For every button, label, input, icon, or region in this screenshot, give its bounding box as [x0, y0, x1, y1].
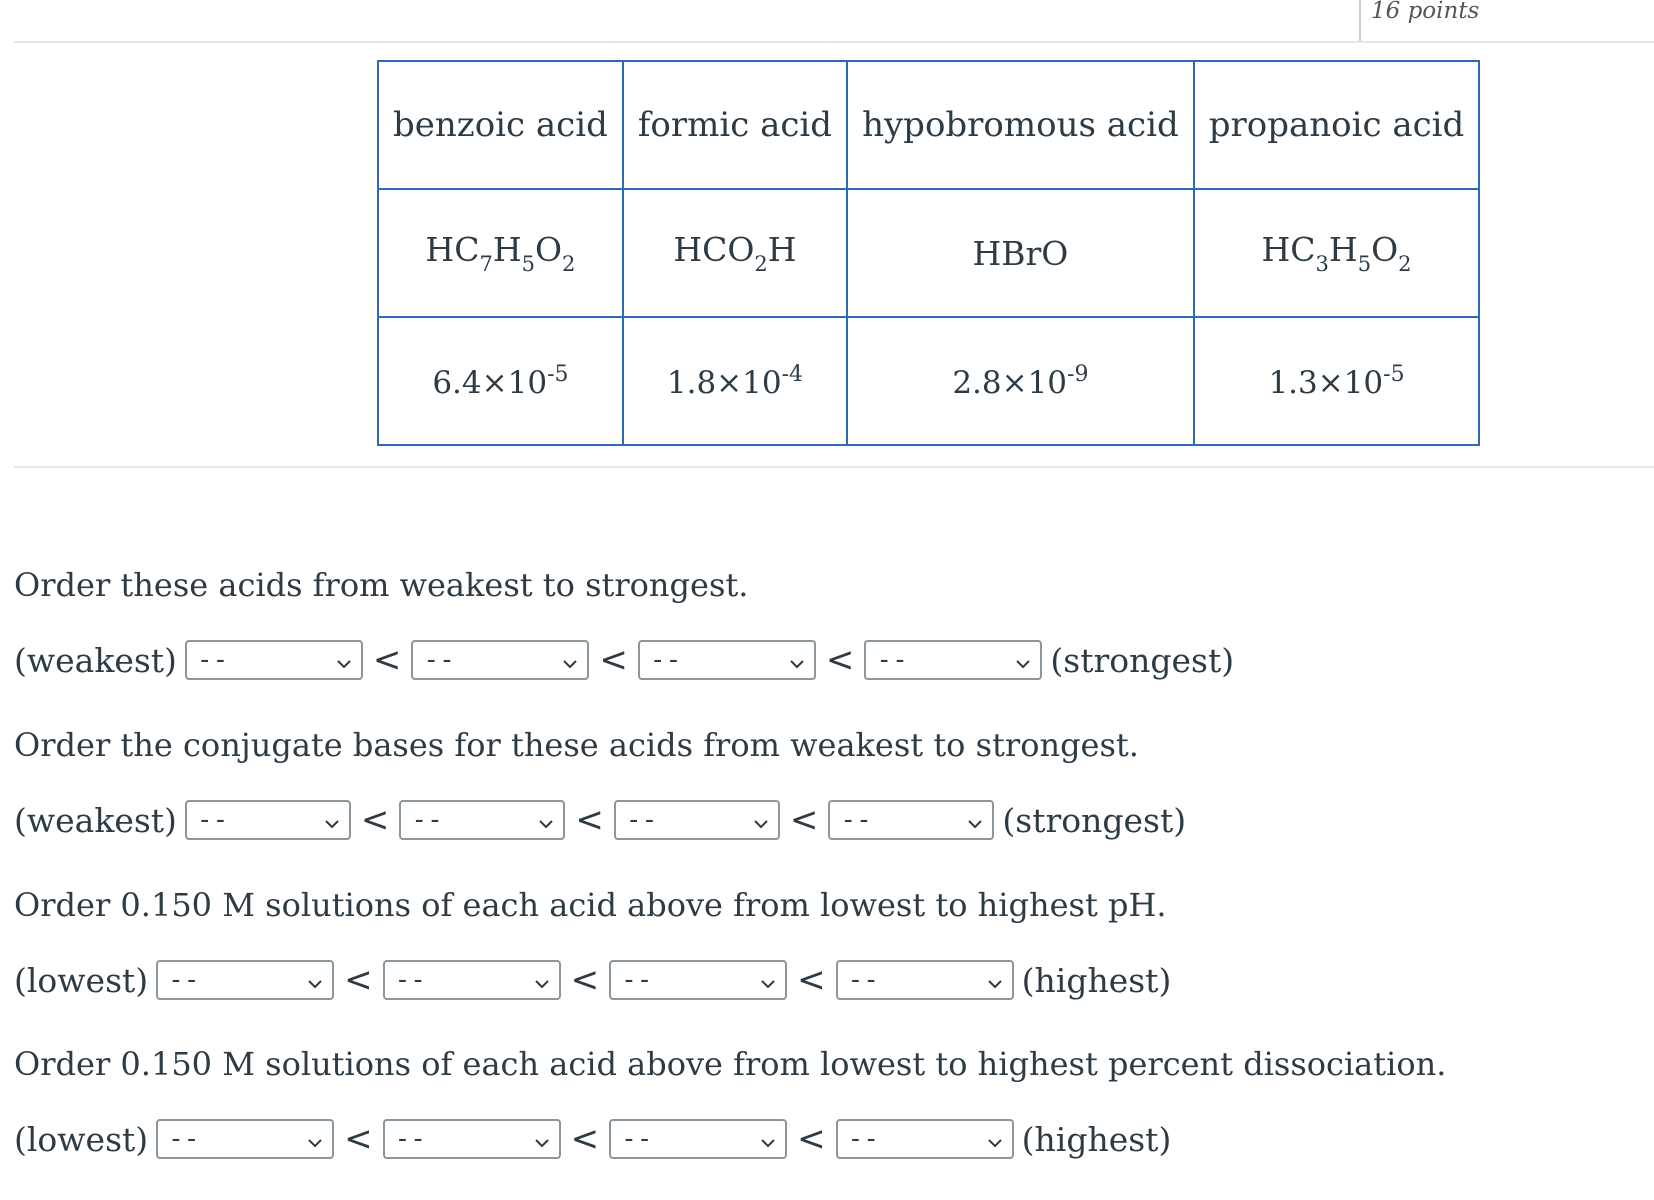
acid-formula — [1194, 189, 1480, 317]
order-start-label: (lowest) — [14, 1119, 149, 1159]
select-value: -- — [196, 645, 229, 675]
chevron-down-icon — [759, 1129, 777, 1147]
ka-base: 6.4×10 — [432, 364, 548, 401]
select-value: -- — [411, 805, 443, 835]
answer-select[interactable] — [156, 960, 334, 1000]
order-start-label: (weakest) — [14, 800, 177, 840]
ka-exponent: -5 — [1383, 361, 1405, 387]
ka-exponent: -5 — [547, 361, 569, 387]
formula-text: O — [1371, 230, 1399, 269]
answer-select[interactable] — [156, 1119, 334, 1159]
less-than-symbol: < — [575, 800, 604, 840]
less-than-symbol: < — [599, 640, 628, 680]
select-value: -- — [847, 965, 879, 995]
table-divider — [14, 466, 1654, 468]
formula-subscript: 7 — [479, 252, 493, 276]
acid-formula — [378, 189, 623, 317]
select-value: -- — [423, 645, 455, 675]
less-than-symbol: < — [372, 640, 402, 680]
select-value: -- — [394, 965, 426, 995]
select-value: -- — [847, 1124, 879, 1154]
question-prompt: Order 0.150 M solutions of each acid above from lowest to highest pH. — [14, 886, 1167, 924]
select-value: -- — [621, 1124, 653, 1154]
formula-subscript: 2 — [562, 252, 576, 276]
ka-base: 1.3×10 — [1268, 364, 1384, 401]
order-end-label: (strongest) — [1002, 800, 1187, 840]
answer-select[interactable] — [399, 800, 565, 840]
formula-text: HC — [425, 230, 480, 269]
answer-select[interactable] — [185, 640, 363, 680]
answer-select[interactable] — [864, 640, 1042, 680]
chevron-down-icon — [533, 970, 551, 988]
chevron-down-icon — [306, 970, 324, 988]
chevron-down-icon — [533, 1129, 551, 1147]
answer-select[interactable] — [185, 800, 351, 840]
answer-select[interactable] — [609, 960, 787, 1000]
answer-select[interactable] — [828, 800, 994, 840]
select-value: -- — [168, 965, 200, 995]
chevron-down-icon — [335, 650, 353, 668]
chevron-down-icon — [788, 650, 806, 668]
ordering-row — [14, 1117, 1171, 1161]
acid-ka-row — [378, 317, 1479, 445]
acid-ka — [1194, 317, 1480, 445]
ka-base: 2.8×10 — [952, 364, 1068, 401]
acid-name: formic acid — [623, 61, 847, 189]
formula-subscript: 2 — [754, 252, 768, 276]
chevron-down-icon — [323, 810, 341, 828]
select-value: -- — [649, 645, 682, 675]
formula-text: H — [767, 230, 797, 269]
answer-select[interactable] — [383, 960, 561, 1000]
chevron-down-icon — [306, 1129, 324, 1147]
acid-name-row — [378, 61, 1479, 189]
chevron-down-icon — [759, 970, 777, 988]
acid-ka — [378, 317, 623, 445]
chevron-down-icon — [752, 810, 770, 828]
answer-select[interactable] — [836, 1119, 1014, 1159]
question-prompt: Order these acids from weakest to strongest. — [14, 566, 749, 604]
acid-name: hypobromous acid — [847, 61, 1194, 189]
order-end-label: (strongest) — [1050, 640, 1235, 680]
chevron-down-icon — [986, 970, 1004, 988]
select-value: -- — [394, 1124, 426, 1154]
formula-text: O — [534, 230, 563, 269]
ordering-row — [14, 958, 1171, 1002]
ordering-row — [14, 638, 1234, 682]
question-prompt: Order 0.150 M solutions of each acid above from lowest to highest percent dissociation. — [14, 1045, 1447, 1083]
acid-table — [377, 60, 1480, 446]
acid-name: benzoic acid — [378, 61, 623, 189]
select-value: -- — [625, 805, 658, 835]
chevron-down-icon — [1014, 650, 1032, 668]
order-start-label: (lowest) — [14, 960, 149, 1000]
answer-select[interactable] — [411, 640, 589, 680]
points-separator — [1359, 0, 1361, 41]
select-value: -- — [196, 805, 229, 835]
less-than-symbol: < — [789, 800, 819, 840]
formula-subscript: 5 — [1357, 252, 1372, 276]
less-than-symbol: < — [797, 960, 826, 1000]
order-start-label: (weakest) — [14, 640, 177, 680]
less-than-symbol: < — [344, 960, 373, 1000]
formula-subscript: 5 — [521, 252, 535, 276]
formula-text: HC — [1261, 230, 1316, 269]
acid-name: propanoic acid — [1194, 61, 1480, 189]
acid-formula — [623, 189, 847, 317]
acid-ka — [847, 317, 1194, 445]
less-than-symbol: < — [360, 800, 390, 840]
select-value: -- — [621, 965, 653, 995]
answer-select[interactable] — [609, 1119, 787, 1159]
select-value: -- — [168, 1124, 200, 1154]
acid-formula — [847, 189, 1194, 317]
less-than-symbol: < — [344, 1119, 373, 1159]
acid-formula-row — [378, 189, 1479, 317]
formula-subscript: 2 — [1398, 252, 1412, 276]
top-divider — [14, 41, 1654, 43]
ka-base: 1.8×10 — [666, 364, 782, 401]
answer-select[interactable] — [638, 640, 816, 680]
order-end-label: (highest) — [1021, 960, 1172, 1000]
select-value: -- — [840, 805, 872, 835]
less-than-symbol: < — [825, 640, 855, 680]
formula-text: HCO — [673, 230, 755, 269]
answer-select[interactable] — [383, 1119, 561, 1159]
chevron-down-icon — [986, 1129, 1004, 1147]
acid-ka — [623, 317, 847, 445]
order-end-label: (highest) — [1021, 1119, 1172, 1159]
question-prompt: Order the conjugate bases for these acids from weakest to strongest. — [14, 726, 1139, 764]
ka-exponent: -9 — [1067, 361, 1089, 387]
ka-exponent: -4 — [781, 361, 804, 387]
formula-subscript: 3 — [1315, 252, 1329, 276]
less-than-symbol: < — [570, 960, 600, 1000]
formula-text: HBrO — [972, 233, 1069, 273]
chevron-down-icon — [537, 810, 555, 828]
less-than-symbol: < — [570, 1119, 600, 1159]
answer-select[interactable] — [614, 800, 780, 840]
ordering-row — [14, 798, 1186, 842]
less-than-symbol: < — [797, 1119, 826, 1159]
chevron-down-icon — [561, 650, 579, 668]
answer-select[interactable] — [836, 960, 1014, 1000]
formula-text: H — [492, 230, 522, 269]
chevron-down-icon — [966, 810, 984, 828]
select-value: -- — [876, 645, 908, 675]
formula-text: H — [1328, 230, 1358, 269]
points-label: 16 points — [1371, 0, 1480, 24]
